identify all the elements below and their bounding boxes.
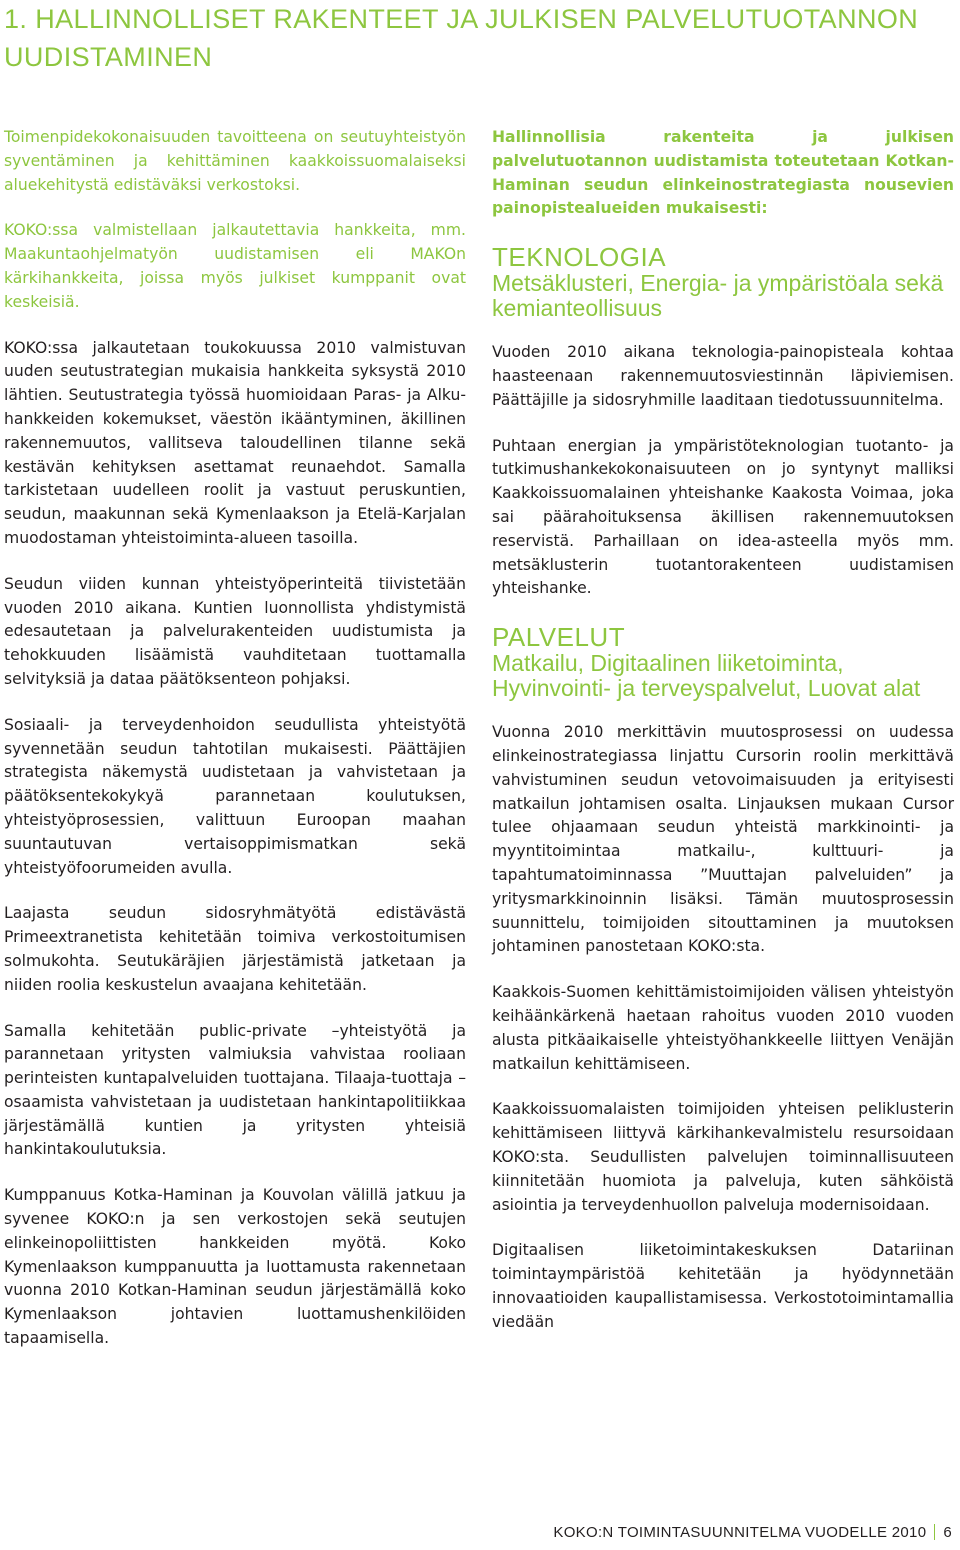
teknologia-title: TEKNOLOGIA [492, 242, 667, 273]
page-number: 6 [943, 1524, 952, 1541]
palvelut-section-title [492, 623, 954, 701]
page-heading: 1. HALLINNOLLISET RAKENTEET JA JULKISEN PALVELUTUOTANNON UUDISTAMINEN [4, 4, 919, 72]
goal-paragraph: Toimenpidekokonaisuuden tavoitteena on seutuyhteistyön syventäminen ja kehittäminen kaakkoissuomalaiseksi aluekehitystä edistäväksi verkostoksi. [4, 128, 466, 194]
body-paragraph: Vuoden 2010 aikana teknologia-painopisteala kohtaa haasteenaan rakennemuutosviestinnän läpiviemisen. Päättäjille ja sidosryhmille laaditaan tiedotussuunnitelma. [492, 343, 954, 409]
body-paragraph: Kaakkoissuomalaisten toimijoiden yhteisen peliklusterin kehittämiseen liittyvä kärkihankevalmistelu resursoidaan KOKO:sta. Seudullisten palvelujen toiminnallisuuteen kiinnitetään huomiota ja palveluja, kuten sähköistä asiointia ja terveydenhuollon palveluja modernisoidaan. [492, 1100, 954, 1214]
body-paragraph: Kumppanuus Kotka-Haminan ja Kouvolan välillä jatkuu ja syvenee KOKO:n ja sen verkostojen sekä seutujen elinkeinopoliittisten hankkeiden myötä. Koko Kymenlaakson kumppanuutta ja luottamusta rakennetaan vuonna 2010 Kotkan-Haminan seudun järjestämällä koko Kymenlaakson johtavien luottamushenkilöiden tapaamisella. [4, 1186, 466, 1348]
body-paragraph: Digitaalisen liiketoimintakeskuksen Datariinan toimintaympäristöä kehitetään ja hyödynnetään innovaatioiden kaupallistamisessa. Verkostotoimintamallia viedään [492, 1241, 954, 1331]
palvelut-title: PALVELUT [492, 622, 626, 653]
projects-paragraph: KOKO:ssa valmistellaan jalkautettavia hankkeita, mm. Maakuntaohjelmatyön uudistamisen eli MAKOn kärkihankkeita, joissa myös julkiset kumppanit ovat keskeisiä. [4, 221, 466, 311]
body-paragraph: Kaakkois-Suomen kehittämistoimijoiden välisen yhteistyön keihäänkärkenä haetaan rahoitus vuoden 2010 vuoden alusta pitkäaikaiselle yhteistyöhankkeelle liittyen Venäjän matkailun kehittämiseen. [492, 983, 954, 1073]
body-paragraph: Puhtaan energian ja ympäristöteknologian tuotanto- ja tutkimushankekokonaisuuteen on jo syntynyt malliksi Kaakkoissuomalainen yhteishanke Kaakosta Voimaa, joka sai päärahoituksensa äkillisen rakennemuutoksen reservistä. Parhaillaan on idea-asteella myös mm. metsäklusterin tuotantorakenteen uudistamisen yhteishanke. [492, 436, 954, 598]
teknologia-section-title [492, 243, 954, 321]
body-paragraph: Laajasta seudun sidosryhmätyötä edistävästä Primeextranetista kehitetään toimiva verkostoitumisen solmukohta. Seutukäräjien järjestämistä jatketaan ja niiden roolia keskustelun avaajana kehitetään. [4, 904, 466, 994]
footer-title: KOKO:N TOIMINTASUUNNITELMA VUODELLE 2010 [553, 1524, 927, 1541]
page-footer [553, 1524, 952, 1541]
left-column [4, 126, 466, 1373]
body-paragraph: Sosiaali- ja terveydenhoidon seudullista yhteistyötä syvennetään seudun tahtotilan mukaisesti. Päättäjien strategista näkemystä uudistetaan ja vahvistetaan ja päätöksentekokykyä parannetaan koulutuksen, yhteistyöprosessien, valittuun Euroopan maahan suuntautuvan vertaisoppimismatkan sekä yhteistyöfoorumeiden avulla. [4, 715, 466, 877]
body-paragraph: KOKO:ssa jalkautetaan toukokuussa 2010 valmistuvan uuden seutustrategian mukaisia hankkeita syksystä 2010 lähtien. Seutustrategia työssä huomioidaan Paras- ja Alku-hankkeiden kokemukset, väestön ikääntyminen, äkillinen rakennemuutos, vallitseva taloudellinen tilanne sekä kestävän kehityksen asettamat reunaehdot. Samalla tarkistetaan uudelleen roolit ja vastuut peruskuntien, seudun, maakunnan sekä Kymenlaakson ja Etelä-Karjalan muodostaman yhteistoiminta-alueen tasoilla. [4, 338, 466, 547]
body-paragraph: Samalla kehitetään public-private –yhteistyötä ja parannetaan yritysten valmiuksia vahvistaa rooliaan perinteisten kuntapalveluiden tuottajana. Tilaaja-tuottaja –osaamista vahvistetaan ja uudistetaan hankintapolitiikkaa järjestämällä kuntien ja yritysten yhteisiä hankintakoulutuksia. [4, 1021, 466, 1159]
footer-divider [934, 1524, 935, 1540]
body-paragraph: Vuonna 2010 merkittävin muutosprosessi on uudessa elinkeinostrategiassa linjattu Cursorin roolin merkittävä vahvistuminen seudun vetovoimaisuuden ja erityisesti matkailun johtamisen osalta. Linjauksen mukaan Cursor tulee ohjaamaan seudun yhteistä markkinointi- ja myyntitoimintaa matkailu-, kulttuuri- ja tapahtumatoiminnassa ”Muuttajan palveluiden” ja yritysmarkkinoinnin lisäksi. Tämän muutosprosessin suunnittelu, toimijoiden sitouttaminen ja muutoksen johtaminen panostetaan KOKO:sta. [492, 723, 954, 956]
intro-paragraph: Hallinnollisia rakenteita ja julkisen palvelutuotannon uudistamista toteutetaan Kotkan-Haminan seudun elinkeinostrategiasta nousevien painopistealueiden mukaisesti: [492, 128, 954, 218]
body-paragraph: Seudun viiden kunnan yhteistyöperinteitä tiivistetään vuoden 2010 aikana. Kuntien luonnollista yhdistymistä edesautetaan ja palvelurakenteiden uudistumista ja tehokkuuden lisäämistä vauhditetaan tuottamalla selvityksiä ja dataa päätöksenteon pohjaksi. [4, 574, 466, 688]
right-column [492, 126, 954, 1356]
palvelut-subtitle: Matkailu, Digitaalinen liiketoiminta, Hyvinvointi- ja terveyspalvelut, Luovat alat [492, 650, 921, 702]
teknologia-subtitle: Metsäklusteri, Energia- ja ympäristöala sekä kemianteollisuus [492, 270, 944, 322]
